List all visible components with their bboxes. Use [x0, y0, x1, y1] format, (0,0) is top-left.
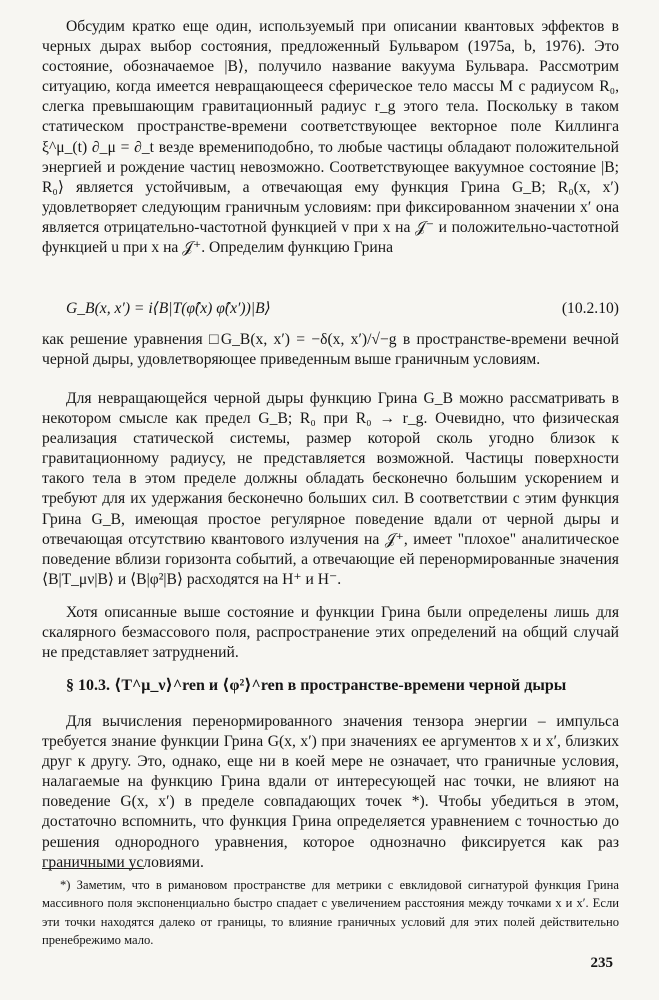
- formula-10-2-10: [66, 298, 619, 320]
- paragraph-scalar-generalization: Хотя описанные выше состояние и функции Грина были определены лишь для скалярного безмассового поля, распространение этих определений на общий случай не представляет затруднений.: [42, 604, 619, 662]
- footnote: *) Заметим, что в римановом пространстве для метрики с евклидовой сигнатурой функция Грина массивного поля экспоненциально быстро спадает с увеличением расстояния между точками x и x′. Если эти точки находятся далеко от границы, то влияние граничных условий для этих полей действительно пренебрежимо мало.: [42, 878, 619, 947]
- page-number: 235: [590, 955, 613, 971]
- paragraph-bulvar-state: Обсудим кратко еще один, используемый при описании квантовых эффектов в черных дырах выбор состояния, предложенный Бульваром (1975a, b, 1976). Это состояние, обозначаемое |B⟩, получило название вакуума Бульвара. Рассмотрим ситуацию, когда имеется невращающееся сферическое тело массы M с радиусом R₀, слегка превышающим гравитационный радиус r_g этого тела. Поскольку в таком статическом пространстве-времени соответствующее векторное поле Киллинга ξ^μ_(t) ∂_μ = ∂_t везде времениподобно, то любые частицы обладают положительной энергией и рождение частиц невозможно. Соответствующее вакуумное состояние |B; R₀⟩ является устойчивым, а отвечающая ему функция Грина G_B; R₀(x, x′) удовлетворяет следующим граничным условиям: при фиксированном значении x′ она является отрицательно-частотной функцией v при x на 𝒥⁻ и положительно-частотной функцией u при x на 𝒥⁺. Определим функцию Грина: [42, 18, 619, 257]
- formula-expression: G_B(x, x′) = i⟨B|T(φ̂(x) φ̂(x′))|B⟩: [66, 300, 271, 317]
- paragraph-renormalized-tensor: Для вычисления перенормированного значения тензора энергии – импульса требуется знание функции Грина G(x, x′) при значениях ее аргументов x и x′, близких друг к другу. Это, однако, еще ни в коей мере не означает, что граничные условия, налагаемые на функцию Грина вдали от интересующей нас точки, не влияют на поведение G(x, x′) в пределе совпадающих точек *). Чтобы убедиться в этом, достаточно вспомнить, что функция Грина определяется уравнением с точностью до решения однородного уравнения, которое однозначно фиксируется как раз граничными условиями.: [42, 713, 619, 871]
- section-heading: § 10.3. ⟨T^μ_ν⟩^ren и ⟨φ²⟩^ren в пространстве-времени черной дыры: [66, 677, 567, 694]
- formula-number: (10.2.10): [561, 300, 619, 317]
- paragraph-solution-definition: как решение уравнения □G_B(x, x′) = −δ(x, x′)/√−g в пространстве-времени вечной черной дыры, удовлетворяющее приведенным выше граничным условиям.: [42, 331, 619, 369]
- footnote-separator: [42, 868, 144, 869]
- paragraph-nonrotating-limit: Для невращающейся черной дыры функцию Грина G_B можно рассматривать в некотором смысле как предел G_B; R₀ при R₀ → r_g. Очевидно, что физическая реализация статической системы, размер которой сколь угодно близок к гравитационному радиусу, не представляется возможной. Частицы поверхности такого тела в этом пределе должны обладать бесконечно большим ускорением и требуют для их удержания бесконечно больших сил. В соответствии с этим функция Грина G_B, имеющая простое регулярное поведение вдали от черной дыры и отвечающая отсутствию квантового излучения на 𝒥⁺, имеет "плохое" аналитическое поведение вблизи горизонта событий, а отвечающие ей перенормированные значения ⟨B|T_μν|B⟩ и ⟨B|φ²|B⟩ расходятся на H⁺ и H⁻.: [42, 390, 619, 588]
